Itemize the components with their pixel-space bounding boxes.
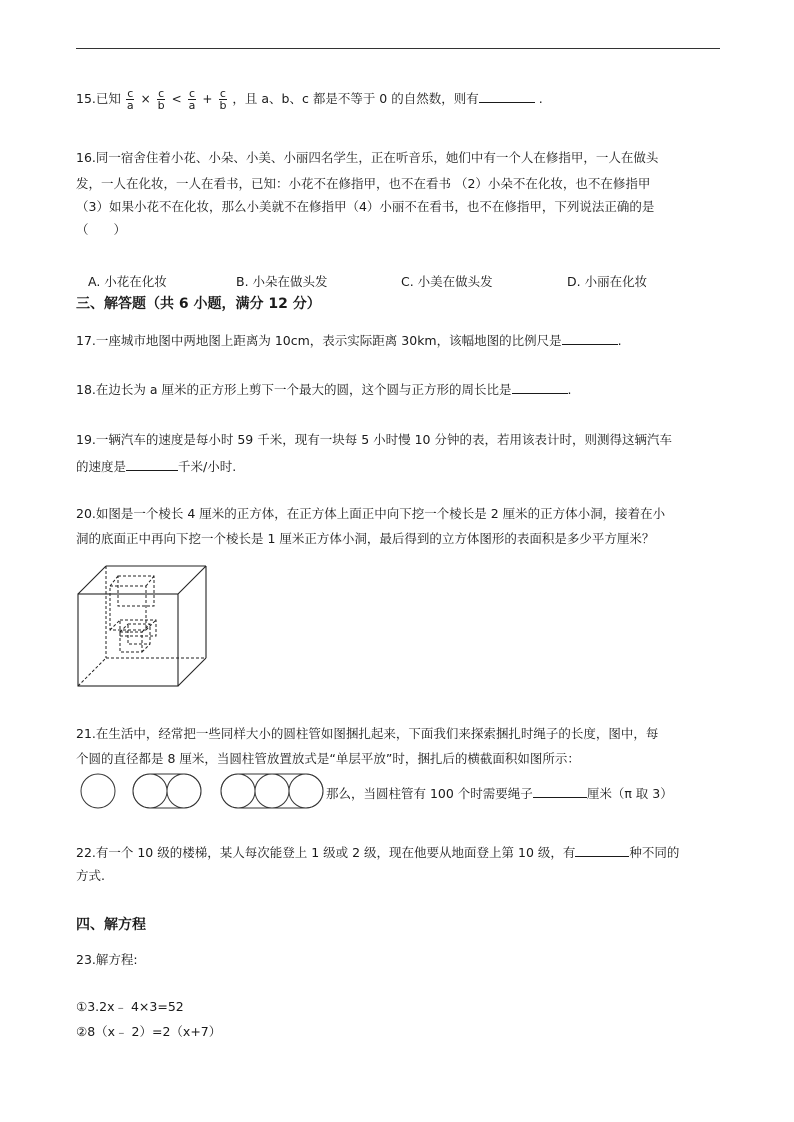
q16-line-3: （3）如果小花不在化妆，那么小美就不在修指甲（4）小丽不在看书，也不在修指甲，下列说法正确的是 (76, 199, 655, 214)
q20-line-2: 洞的底面正中再向下挖一个棱长是 1 厘米正方体小洞，最后得到的立方体图形的表面积是多少平方厘米？ (76, 531, 655, 546)
pipe-bundles-figure (78, 770, 328, 812)
times-operator: × (140, 92, 151, 106)
pipe-circle (81, 774, 115, 808)
answer-blank-19[interactable] (126, 457, 178, 471)
q19-line-1: 19.一辆汽车的速度是每小时 59 千米，现有一块每 5 小时慢 10 分钟的表，若用该表计时，则测得这辆汽车 (76, 432, 672, 447)
pipe-circle (255, 774, 289, 808)
q22-line-1: 22.有一个 10 级的楼梯，某人每次能登上 1 级或 2 级，现在他要从地面登上第 10 级，有 种不同的 (76, 845, 680, 860)
plus-operator: + (202, 92, 213, 106)
q21-line-3: 那么，当圆柱管有 100 个时需要绳子 厘米（π 取 3） (326, 786, 673, 801)
q15-text: ，且 a、b、c 都是不等于 0 的自然数，则有 (232, 91, 479, 106)
q15-prefix: 15.已知 (76, 91, 121, 106)
hidden-edge (78, 658, 106, 686)
q19-line-2: 的速度是 千米/小时. (76, 459, 237, 474)
fraction-c-over-a: $\frac{c}{a}$ (126, 87, 134, 112)
question-17: 17.一座城市地图中两地图上距离为 10cm，表示实际距离 30km，该幅地图的比例尺是 . (76, 333, 622, 348)
fraction-c-over-b-2: $\frac{c}{b}$ (219, 87, 227, 112)
q16-line-4: （ ） (76, 222, 127, 237)
q21-line-2: 个圆的直径都是 8 厘米，当圆柱管放置放式是“单层平放”时，捆扎后的横截面积如图所示： (76, 751, 580, 766)
q21-line-1: 21.在生活中，经常把一些同样大小的圆柱管如图捆扎起来，下面我们来探索捆扎时绳子的长度，图中，每 (76, 726, 659, 741)
choice-a[interactable]: A. 小花在化妆 (88, 274, 167, 289)
answer-blank-21[interactable] (533, 784, 587, 798)
q16-line-2: 发，一人在化妆，一人在看书，已知：小花不在修指甲，也不在看书 （2）小朵不在化妆，也不在修指甲 (76, 176, 651, 191)
equation-1: ①3.2x﹣ 4×3=52 (76, 999, 184, 1014)
cube-figure (74, 562, 214, 692)
section-4-heading: 四、解方程 (76, 917, 146, 933)
q16-line-1: 16.同一宿舍住着小花、小朵、小美、小丽四名学生，正在听音乐，她们中有一个人在修指甲，一人在做头 (76, 150, 659, 165)
hole-top-opening (118, 576, 154, 606)
cube-edge (78, 566, 106, 594)
hole-2cm-bottom (120, 620, 156, 636)
fraction-c-over-b: $\frac{c}{b}$ (157, 87, 165, 112)
answer-blank-17[interactable] (562, 331, 618, 345)
q22-line-2: 方式. (76, 868, 105, 883)
choice-b[interactable]: B. 小朵在做头发 (236, 274, 328, 289)
equation-2: ②8（x﹣ 2）=2（x+7） (76, 1024, 222, 1039)
question-15: 15.已知 $\frac{c}{a}$ × $\frac{c}{b}$ < $\frac{c}{a}$ + $\frac{c}{b}$ ，且 a、b、c 都是不等于 0 的自然数，则有 . (76, 87, 543, 112)
q23-title: 23.解方程: (76, 952, 138, 967)
choice-c[interactable]: C. 小美在做头发 (401, 274, 493, 289)
cube-edge (178, 658, 206, 686)
fraction-c-over-a-2: $\frac{c}{a}$ (188, 87, 196, 112)
less-than-operator: < (171, 92, 182, 106)
section-3-heading: 三、解答题（共 6 小题，满分 12 分） (76, 296, 321, 312)
cube-edge (178, 566, 206, 594)
hole-2cm (110, 586, 146, 630)
answer-blank-22[interactable] (575, 843, 629, 857)
header-rule (76, 48, 720, 49)
q20-line-1: 20.如图是一个棱长 4 厘米的正方体，在正方体上面正中向下挖一个棱长是 2 厘米的正方体小洞，接着在小 (76, 506, 666, 521)
answer-blank-15[interactable] (479, 89, 535, 103)
choice-d[interactable]: D. 小丽在化妆 (567, 274, 648, 289)
question-18: 18.在边长为 a 厘米的正方形上剪下一个最大的圆，这个圆与正方形的周长比是 . (76, 382, 572, 397)
hole-1cm (120, 632, 142, 652)
answer-blank-18[interactable] (512, 380, 568, 394)
